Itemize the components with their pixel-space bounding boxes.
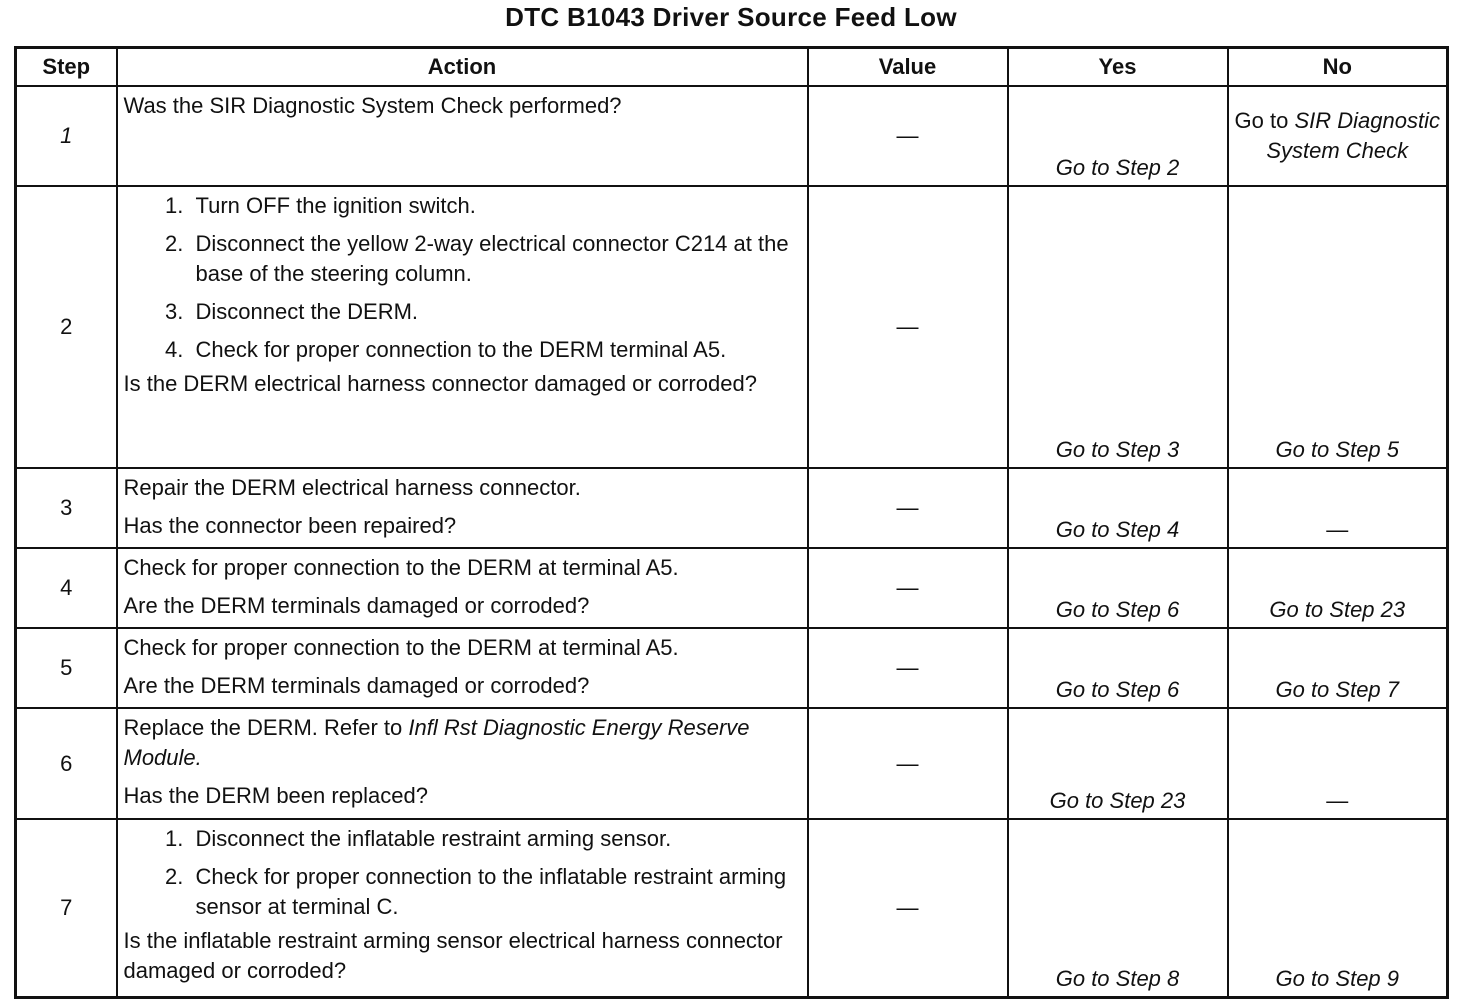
- action-question: Is the DERM electrical harness connector damaged or corroded?: [123, 371, 757, 396]
- action-text: Check for proper connection to the DERM at terminal A5.: [123, 635, 679, 660]
- step-number: 7: [16, 819, 117, 997]
- yes-cell: Go to Step 2: [1008, 86, 1228, 186]
- step-number: 1: [16, 86, 117, 186]
- no-cell: —: [1228, 708, 1448, 819]
- table-row: [16, 548, 1448, 628]
- no-cell: [1228, 86, 1448, 186]
- action-reference: Infl Rst Diagnostic Energy Reserve Module.: [123, 715, 750, 770]
- action-cell: [117, 708, 808, 819]
- action-cell: [117, 186, 808, 468]
- no-reference: SIR Diagnostic System Check: [1266, 108, 1440, 163]
- table-row: [16, 708, 1448, 819]
- table-row: [16, 468, 1448, 548]
- step-number: 2: [16, 186, 117, 468]
- no-cell: Go to Step 23: [1228, 548, 1448, 628]
- header-row: [16, 48, 1448, 87]
- step-number: 4: [16, 548, 117, 628]
- action-step-item: 1. Disconnect the inflatable restraint arming sensor.: [190, 824, 801, 854]
- action-cell: [117, 86, 808, 186]
- action-cell: [117, 468, 808, 548]
- value-cell: —: [808, 819, 1008, 997]
- no-cell: Go to Step 7: [1228, 628, 1448, 708]
- value-cell: —: [808, 86, 1008, 186]
- action-question: Has the DERM been replaced?: [123, 783, 428, 808]
- yes-cell: Go to Step 6: [1008, 548, 1228, 628]
- action-prefix: Replace the DERM. Refer to: [123, 715, 409, 740]
- no-cell: —: [1228, 468, 1448, 548]
- action-question: Are the DERM terminals damaged or corroded?: [123, 673, 590, 698]
- action-step-item: 2. Disconnect the yellow 2-way electrical connector C214 at the base of the steering column.: [190, 229, 801, 289]
- yes-cell: Go to Step 6: [1008, 628, 1228, 708]
- action-cell: [117, 548, 808, 628]
- table-row: [16, 819, 1448, 997]
- action-question: Is the inflatable restraint arming sensor electrical harness connector damaged or corroded?: [123, 928, 783, 983]
- action-step-item: 3. Disconnect the DERM.: [190, 297, 801, 327]
- action-cell: [117, 819, 808, 997]
- action-step-item: 2. Check for proper connection to the inflatable restraint arming sensor at terminal C.: [190, 862, 801, 922]
- no-cell: Go to Step 9: [1228, 819, 1448, 997]
- yes-cell: Go to Step 8: [1008, 819, 1228, 997]
- yes-cell: Go to Step 23: [1008, 708, 1228, 819]
- table-row: [16, 186, 1448, 468]
- yes-cell: Go to Step 4: [1008, 468, 1228, 548]
- action-question: Are the DERM terminals damaged or corroded?: [123, 593, 590, 618]
- header-yes: Yes: [1008, 48, 1228, 87]
- action-step-item: 1. Turn OFF the ignition switch.: [190, 191, 801, 221]
- no-cell: Go to Step 5: [1228, 186, 1448, 468]
- yes-cell: Go to Step 3: [1008, 186, 1228, 468]
- action-steps: [124, 191, 801, 365]
- action-question: Has the connector been repaired?: [123, 513, 457, 538]
- step-number: 3: [16, 468, 117, 548]
- table-row: [16, 86, 1448, 186]
- value-cell: —: [808, 468, 1008, 548]
- action-text: [124, 713, 801, 773]
- header-step: Step: [16, 48, 117, 87]
- value-cell: —: [808, 708, 1008, 819]
- value-cell: —: [808, 186, 1008, 468]
- value-cell: —: [808, 628, 1008, 708]
- value-cell: —: [808, 548, 1008, 628]
- action-cell: [117, 628, 808, 708]
- action-step-item: 4. Check for proper connection to the DERM terminal A5.: [190, 335, 801, 365]
- page-title: DTC B1043 Driver Source Feed Low: [505, 2, 957, 32]
- step-number: 5: [16, 628, 117, 708]
- action-text: Check for proper connection to the DERM at terminal A5.: [123, 555, 679, 580]
- step-number: 6: [16, 708, 117, 819]
- header-action: Action: [117, 48, 808, 87]
- header-no: No: [1228, 48, 1448, 87]
- action-steps: [124, 824, 801, 922]
- diagnostic-table: [14, 46, 1449, 999]
- action-text: Was the SIR Diagnostic System Check performed?: [123, 93, 622, 118]
- no-prefix: Go to: [1234, 108, 1295, 133]
- action-text: Repair the DERM electrical harness connector.: [123, 475, 581, 500]
- header-value: Value: [808, 48, 1008, 87]
- table-row: [16, 628, 1448, 708]
